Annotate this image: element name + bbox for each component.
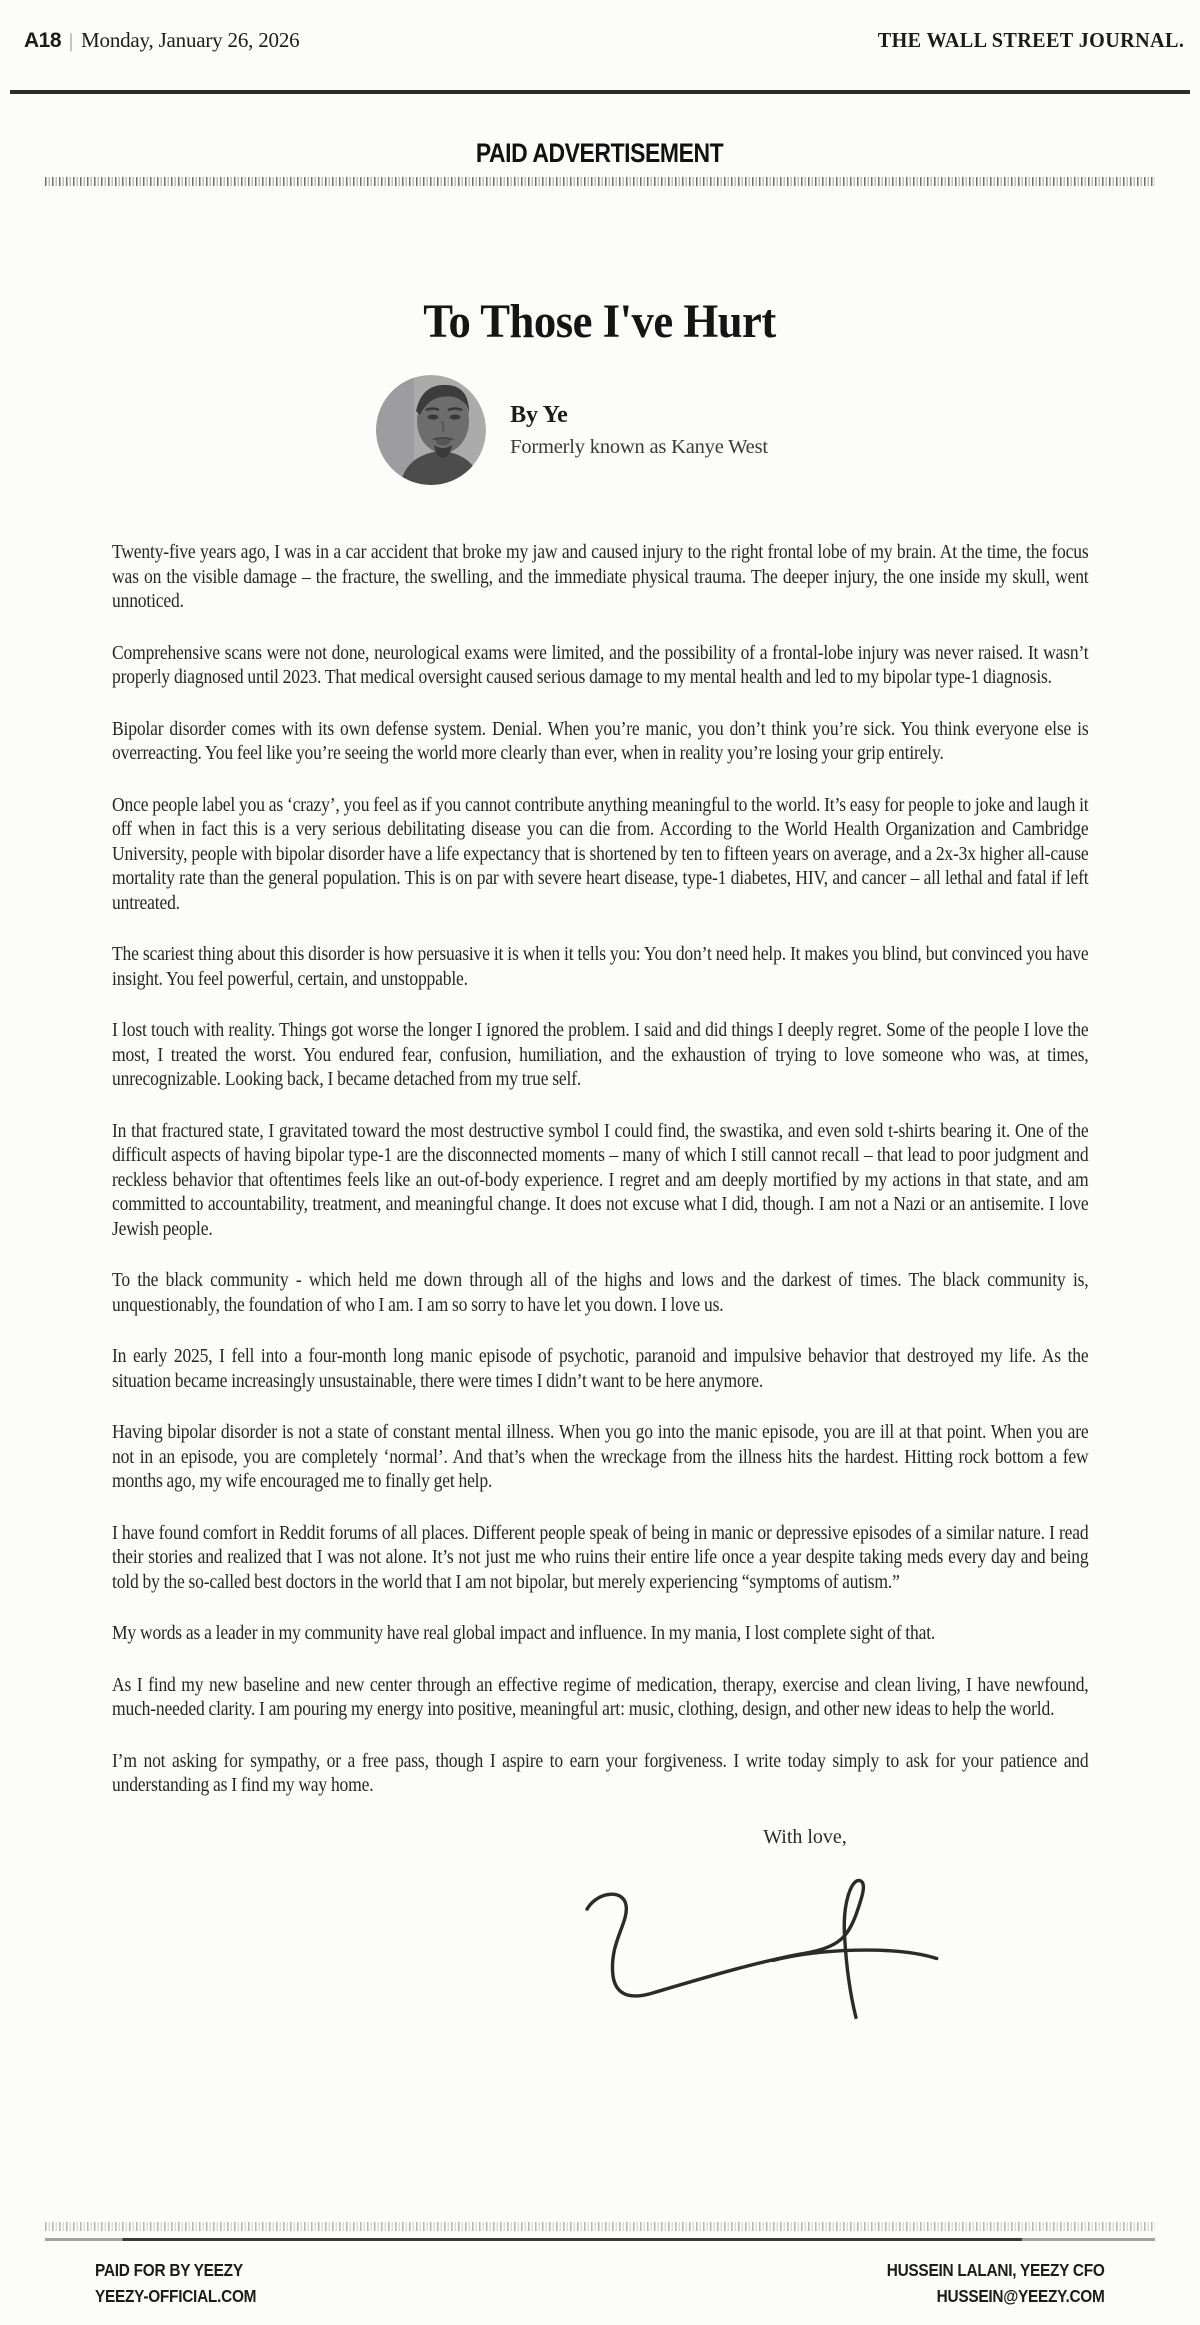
body-paragraph: As I find my new baseline and new center through an effective regime of medication, therapy, exercise and clean living, I have newfound, much-needed clarity. I am pouring my energy into positive, meaningful art: music, clothing, design, and other new ideas to help the world. xyxy=(112,1674,1089,1720)
header-rule xyxy=(10,90,1190,94)
footer-contact-block xyxy=(887,2257,1105,2310)
body-paragraph: I’m not asking for sympathy, or a free pass, though I aspire to earn your forgiveness. I write today simply to ask for your patience and understanding as I find my way home. xyxy=(112,1750,1089,1796)
body-paragraph: Twenty-five years ago, I was in a car accident that broke my jaw and caused injury to the right frontal lobe of my brain. At the time, the focus was on the visible damage – the fracture, the swelling, and the immediate physical trauma. The deeper injury, the one inside my skull, went unnoticed. xyxy=(112,542,1089,612)
body-paragraph: In that fractured state, I gravitated toward the most destructive symbol I could find, the swastika, and even sold t-shirts bearing it. One of the difficult aspects of having bipolar type-1 are the disconnected moments – many of which I still cannot recall – that lead to poor judgment and reckless behavior that oftentimes feels like an out-of-body experience. I regret and am deeply mortified by my actions in that state, and am committed to accountability, treatment, and meaningful change. It does not excuse what I did, though. I am not a Nazi or an antisemite. I love Jewish people. xyxy=(112,1120,1089,1240)
contact-name: HUSSEIN LALANI, YEEZY CFO xyxy=(887,2260,1105,2280)
letter-body xyxy=(112,541,1089,1799)
signature-image xyxy=(560,1873,960,2025)
closing-salutation: With love, xyxy=(763,1825,847,1848)
folio-separator: | xyxy=(69,30,74,52)
footer-sponsor-block xyxy=(95,2257,256,2310)
paid-for-by-label: PAID FOR BY YEEZY xyxy=(95,2260,243,2280)
byline-text xyxy=(510,402,768,459)
contact-email: HUSSEIN@YEEZY.COM xyxy=(937,2286,1105,2307)
sponsor-website: YEEZY-OFFICIAL.COM xyxy=(95,2286,257,2307)
issue-date: Monday, January 26, 2026 xyxy=(81,28,300,52)
footer-rule xyxy=(45,2238,1155,2241)
masthead-title: THE WALL STREET JOURNAL. xyxy=(877,28,1184,52)
portrait-image xyxy=(376,375,486,485)
byline-subtitle: Formerly known as Kanye West xyxy=(510,435,768,458)
folio-group xyxy=(24,28,299,53)
body-paragraph: Once people label you as ‘crazy’, you feel as if you cannot contribute anything meaningful to the world. It’s easy for people to joke and laugh it off when in fact this is a very serious debilitating disease you can die from. According to the World Health Organization and Cambridge University, people with bipolar disorder have a life expectancy that is shortened by ten to fifteen years on average, and a 2x-3x higher all-cause mortality rate than the general population. This is on par with severe heart disease, type-1 diabetes, HIV, and cancer – all lethal and fatal if left untreated. xyxy=(112,794,1089,914)
byline-author: By Ye xyxy=(510,401,568,428)
article-title: To Those I've Hurt xyxy=(423,295,777,348)
hatch-divider-bottom xyxy=(45,2222,1155,2231)
page-footer xyxy=(45,2222,1155,2310)
body-paragraph: Having bipolar disorder is not a state of constant mental illness. When you go into the manic episode, you are ill at that point. When you are not in an episode, you are completely ‘normal’. And that’s when the wreckage from the illness hits the hardest. Hitting rock bottom a few months ago, my wife encouraged me to finally get help. xyxy=(112,1422,1089,1492)
body-paragraph: The scariest thing about this disorder is how persuasive it is when it tells you: You don’t need help. It makes you blind, but convinced you have insight. You feel powerful, certain, and unstoppable. xyxy=(112,944,1089,990)
body-paragraph: In early 2025, I fell into a four-month long manic episode of psychotic, paranoid and impulsive behavior that destroyed my life. As the situation became increasingly unsustainable, there were times I didn’t want to be here anymore. xyxy=(112,1346,1089,1392)
author-portrait-photo xyxy=(376,375,486,485)
hatch-divider-top xyxy=(45,177,1155,186)
paid-advertisement-label: PAID ADVERTISEMENT xyxy=(476,138,724,168)
byline-block xyxy=(0,375,1172,485)
body-paragraph: Comprehensive scans were not done, neurological exams were limited, and the possibility of a frontal-lobe injury was never raised. It wasn’t properly diagnosed until 2023. That medical oversight caused serious damage to my mental health and led to my bipolar type-1 diagnosis. xyxy=(112,642,1089,688)
page-number: A18 xyxy=(24,29,62,52)
body-paragraph: I have found comfort in Reddit forums of all places. Different people speak of being in manic or depressive episodes of a similar nature. I read their stories and realized that I was not alone. It’s not just me who ruins their entire life once a year despite taking meds every day and being told by the so-called best doctors in the world that I am not bipolar, but merely experiencing “symptoms of autism.” xyxy=(112,1522,1089,1593)
body-paragraph: My words as a leader in my community have real global impact and influence. In my mania, I lost complete sight of that. xyxy=(112,1623,936,1644)
page-header xyxy=(0,0,1200,53)
body-paragraph: Bipolar disorder comes with its own defense system. Denial. When you’re manic, you don’t think you’re sick. You think everyone else is overreacting. You feel like you’re seeing the world more clearly than ever, when in reality you’re losing your grip entirely. xyxy=(112,718,1089,764)
body-paragraph: I lost touch with reality. Things got worse the longer I ignored the problem. I said and did things I deeply regret. Some of the people I love the most, I treated the worst. You endured fear, confusion, humiliation, and the exhaustion of trying to love someone who was, at times, unrecognizable. Looking back, I became detached from my true self. xyxy=(112,1020,1089,1090)
body-paragraph: To the black community - which held me down through all of the highs and lows and the darkest of times. The black community is, unquestionably, the foundation of who I am. I am so sorry to have let you down. I love us. xyxy=(112,1270,1089,1316)
article-title-row xyxy=(0,294,1200,349)
signature-icon xyxy=(560,1873,960,2025)
